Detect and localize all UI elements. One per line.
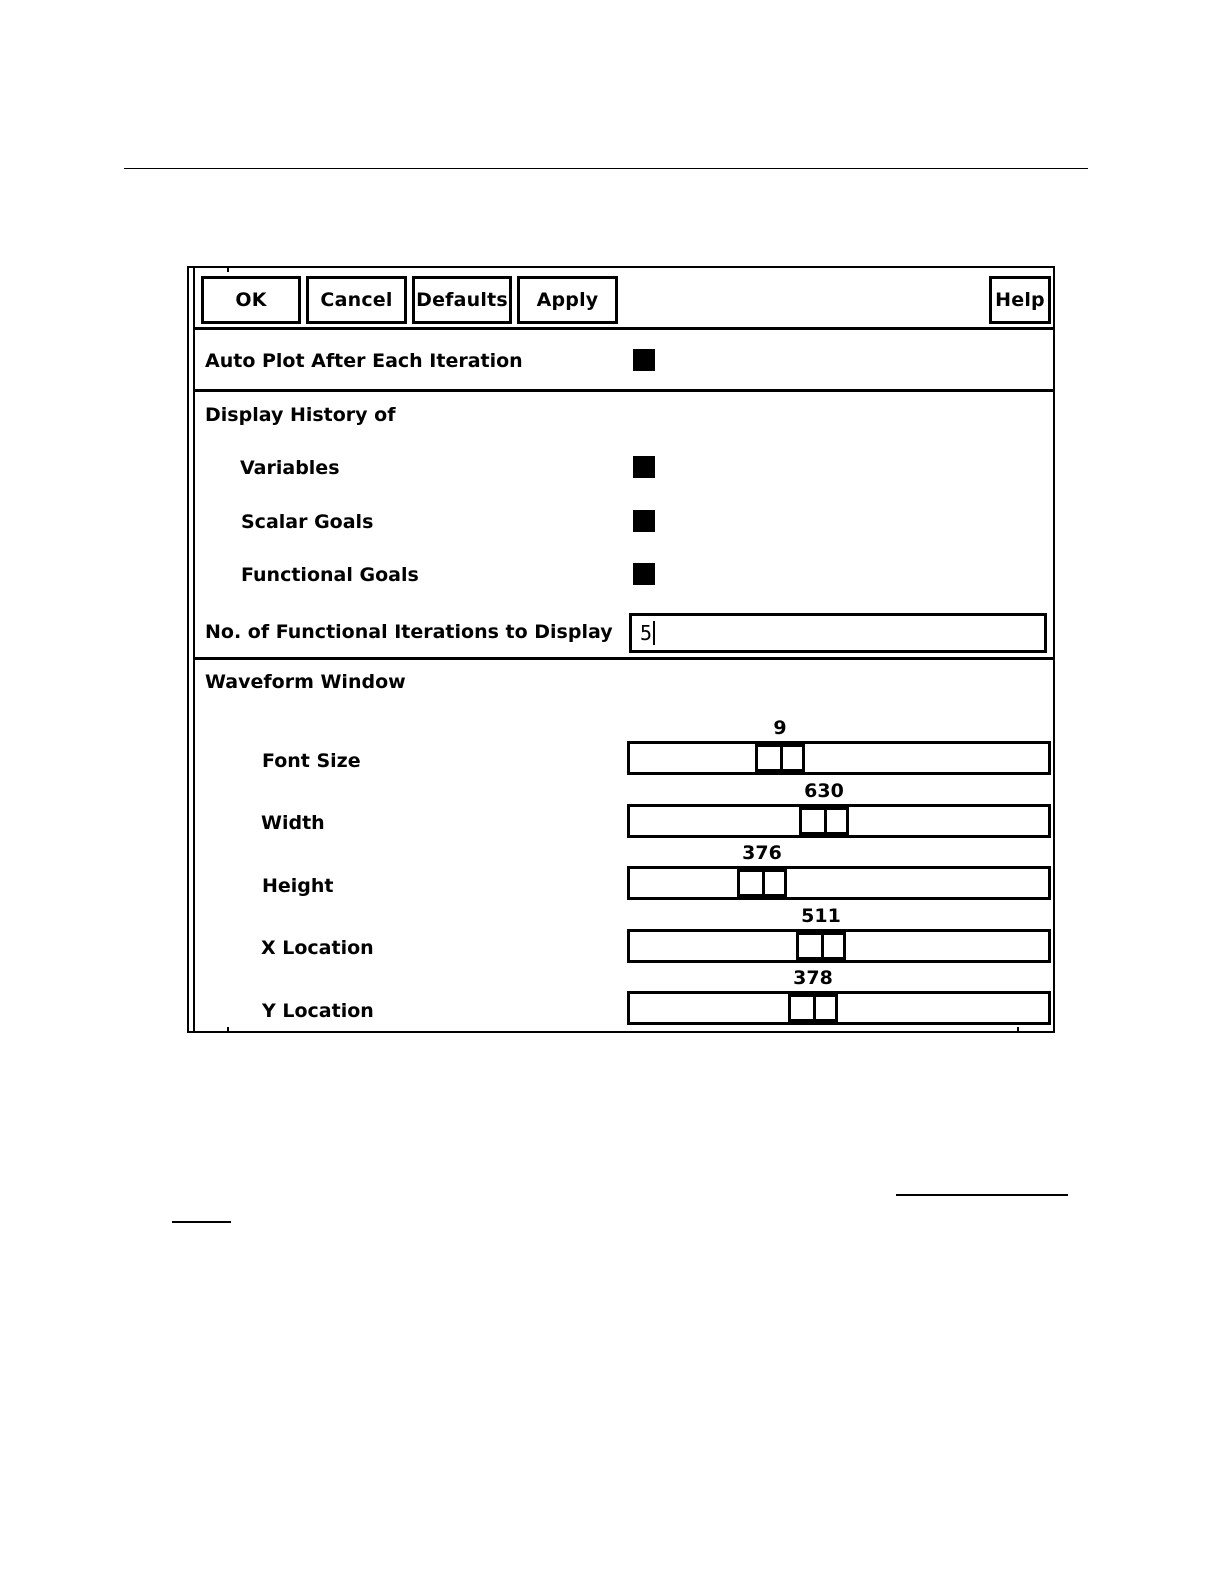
underline-blank (172, 1221, 231, 1223)
separator (195, 327, 1053, 330)
font-size-slider[interactable] (627, 741, 1051, 775)
width-label: Width (261, 812, 325, 834)
variables-label: Variables (240, 457, 340, 479)
x-location-value: 511 (801, 905, 841, 927)
auto-plot-label: Auto Plot After Each Iteration (205, 350, 523, 372)
y-location-slider[interactable] (627, 991, 1051, 1025)
height-slider-thumb[interactable] (737, 869, 787, 897)
auto-plot-checkbox[interactable] (633, 349, 655, 371)
x-location-slider-thumb[interactable] (796, 932, 846, 960)
text-cursor (653, 621, 655, 645)
width-value: 630 (804, 780, 844, 802)
cancel-button[interactable]: Cancel (306, 276, 407, 324)
functional-iterations-value: 5 (640, 621, 653, 645)
width-slider-thumb[interactable] (799, 807, 849, 835)
ok-button[interactable]: OK (201, 276, 301, 324)
font-size-slider-thumb[interactable] (755, 744, 805, 772)
scalar-goals-label: Scalar Goals (241, 511, 374, 533)
width-slider[interactable] (627, 804, 1051, 838)
separator (195, 389, 1053, 392)
underline-blank (896, 1194, 1068, 1196)
y-location-value: 378 (793, 967, 833, 989)
functional-iterations-input[interactable] (629, 613, 1047, 653)
functional-iterations-label: No. of Functional Iterations to Display (205, 621, 613, 643)
font-size-value: 9 (773, 717, 787, 739)
optimization-options-dialog (187, 266, 1055, 1033)
help-button[interactable]: Help (989, 276, 1051, 324)
page-divider (124, 168, 1088, 169)
height-value: 376 (742, 842, 782, 864)
defaults-button[interactable]: Defaults (412, 276, 512, 324)
variables-checkbox[interactable] (633, 456, 655, 478)
separator (195, 657, 1053, 660)
y-location-slider-thumb[interactable] (788, 994, 838, 1022)
waveform-window-heading: Waveform Window (205, 671, 406, 693)
x-location-slider[interactable] (627, 929, 1051, 963)
display-history-heading: Display History of (205, 404, 396, 426)
apply-button[interactable]: Apply (517, 276, 618, 324)
functional-goals-label: Functional Goals (241, 564, 419, 586)
height-label: Height (262, 875, 334, 897)
dialog-content (193, 268, 1053, 1031)
y-location-label: Y Location (262, 1000, 374, 1022)
font-size-label: Font Size (262, 750, 361, 772)
x-location-label: X Location (261, 937, 374, 959)
scalar-goals-checkbox[interactable] (633, 510, 655, 532)
functional-goals-checkbox[interactable] (633, 563, 655, 585)
height-slider[interactable] (627, 866, 1051, 900)
